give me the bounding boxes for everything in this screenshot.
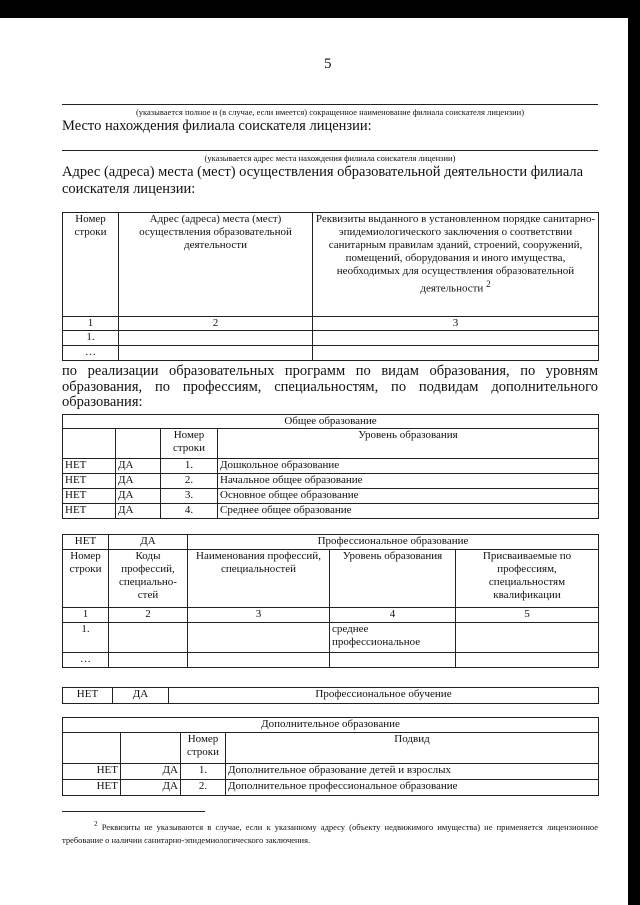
cell: 1. <box>63 623 109 653</box>
cell <box>313 331 599 346</box>
additional-education-title: Дополнительное образование <box>63 718 599 733</box>
footnote-mark: 2 <box>486 279 491 289</box>
yes-option[interactable]: ДА <box>116 489 161 504</box>
no-option[interactable]: НЕТ <box>63 535 109 550</box>
no-option[interactable]: НЕТ <box>63 489 116 504</box>
page-number: 5 <box>324 56 332 72</box>
table-row <box>63 346 599 361</box>
cell <box>116 429 161 459</box>
table-row <box>63 764 599 780</box>
level: Начальное общее образование <box>218 474 599 489</box>
cell: … <box>63 653 109 668</box>
cell: 4 <box>330 608 456 623</box>
programs-paragraph: по реализации образовательных программ по видам образования, по уровням образования, по профессиям, специальностям, по подвидам дополнительного образования: <box>62 363 598 410</box>
yes-option[interactable]: ДА <box>116 504 161 519</box>
column-number-row <box>63 317 599 331</box>
table-row <box>63 331 599 346</box>
header-text: Реквизиты выданного в установленном порядке санитарно- эпидемиологического заключения о соответствии санитарным правилам зданий, строений, сооружений, помещений, оборудования и иного имущества, необходимых для осуществления образовательной деятельности <box>315 213 596 295</box>
branch-name-line <box>62 104 598 105</box>
level: Основное общее образование <box>218 489 599 504</box>
address-label: Адрес (адреса) места (мест) осуществления образовательной деятельности филиала соискателя лицензии: <box>62 164 584 197</box>
header-row-number: Номер строки <box>63 213 119 317</box>
yes-option[interactable]: ДА <box>116 459 161 474</box>
branch-name-caption: (указывается полное и (в случае, если имеется) сокращенное наименование филиала соискателя лицензии) <box>135 107 525 117</box>
no-option[interactable]: НЕТ <box>63 764 121 780</box>
yes-option[interactable]: ДА <box>121 780 181 796</box>
cell <box>188 653 330 668</box>
professional-training-title: Профессиональное обучение <box>169 688 599 704</box>
cell <box>121 733 181 764</box>
no-option[interactable]: НЕТ <box>63 780 121 796</box>
row-number: 1. <box>161 459 218 474</box>
table-row <box>63 489 599 504</box>
no-option[interactable]: НЕТ <box>63 474 116 489</box>
table-row <box>63 653 599 668</box>
location-line <box>62 150 598 151</box>
level: Дошкольное образование <box>218 459 599 474</box>
cell <box>119 331 313 346</box>
cell <box>188 623 330 653</box>
cell: 3 <box>188 608 330 623</box>
header-names: Наименования профессий, специальностей <box>188 550 330 608</box>
cell <box>313 346 599 361</box>
row-number: 1. <box>181 764 226 780</box>
footnote-text: Реквизиты не указываются в случае, если к указанному адресу (объекту недвижимого имущества) не применяется лицензионное требование о наличии санитарно-эпидемиологического заключения. <box>62 821 599 845</box>
general-education-title: Общее образование <box>63 415 599 429</box>
general-education-table <box>62 414 599 519</box>
cell: 5 <box>456 608 599 623</box>
cell <box>63 733 121 764</box>
professional-education-table <box>62 534 599 668</box>
cell <box>119 346 313 361</box>
yes-option[interactable]: ДА <box>113 688 169 704</box>
row-number: 3. <box>161 489 218 504</box>
table-row <box>63 623 599 653</box>
header-level: Уровень образования <box>218 429 599 459</box>
no-option[interactable]: НЕТ <box>63 688 113 704</box>
yes-option[interactable]: ДА <box>109 535 188 550</box>
cell <box>109 653 188 668</box>
header-subtype: Подвид <box>226 733 599 764</box>
cell <box>456 653 599 668</box>
cell: … <box>63 346 119 361</box>
cell: 1 <box>63 317 119 331</box>
cell <box>456 623 599 653</box>
no-option[interactable]: НЕТ <box>63 459 116 474</box>
table-row <box>63 474 599 489</box>
table-row <box>63 780 599 796</box>
level: Среднее общее образование <box>218 504 599 519</box>
location-caption: (указывается адрес места нахождения филиала соискателя лицензии) <box>204 153 456 163</box>
table-row <box>63 459 599 474</box>
cell <box>109 623 188 653</box>
column-number-row <box>63 608 599 623</box>
header-codes: Коды профессий, специально-стей <box>109 550 188 608</box>
subtype: Дополнительное профессиональное образование <box>226 780 599 796</box>
header-level: Уровень образования <box>330 550 456 608</box>
cell: 2 <box>119 317 313 331</box>
professional-training-table <box>62 687 599 704</box>
footnote-separator <box>62 811 205 812</box>
row-number: 2. <box>181 780 226 796</box>
table-header-row <box>63 213 599 317</box>
cell <box>63 429 116 459</box>
header-row-number: Номер строки <box>181 733 226 764</box>
table-header-row <box>63 550 599 608</box>
scan-right-border <box>628 0 640 905</box>
additional-education-table <box>62 717 599 796</box>
cell: 2 <box>109 608 188 623</box>
header-row-number: Номер строки <box>63 550 109 608</box>
header-qualifications: Присваиваемые по профессиям, специальностям квалификации <box>456 550 599 608</box>
cell: среднее профессиональное <box>330 623 456 653</box>
cell: 3 <box>313 317 599 331</box>
row-number: 4. <box>161 504 218 519</box>
address-table <box>62 212 599 361</box>
cell <box>330 653 456 668</box>
header-sanitary-details <box>313 213 599 317</box>
subtype: Дополнительное образование детей и взрослых <box>226 764 599 780</box>
location-label: Место нахождения филиала соискателя лицензии: <box>62 118 372 134</box>
header-address: Адрес (адреса) места (мест) осуществления образовательной деятельности <box>119 213 313 317</box>
yes-option[interactable]: ДА <box>116 474 161 489</box>
footnote <box>62 818 598 847</box>
header-row-number: Номер строки <box>161 429 218 459</box>
scan-top-border <box>0 0 640 18</box>
professional-education-title: Профессиональное образование <box>188 535 599 550</box>
yes-option[interactable]: ДА <box>121 764 181 780</box>
no-option[interactable]: НЕТ <box>63 504 116 519</box>
footnote-mark: 2 <box>94 820 98 828</box>
cell: 1 <box>63 608 109 623</box>
table-row <box>63 504 599 519</box>
cell: 1. <box>63 331 119 346</box>
row-number: 2. <box>161 474 218 489</box>
